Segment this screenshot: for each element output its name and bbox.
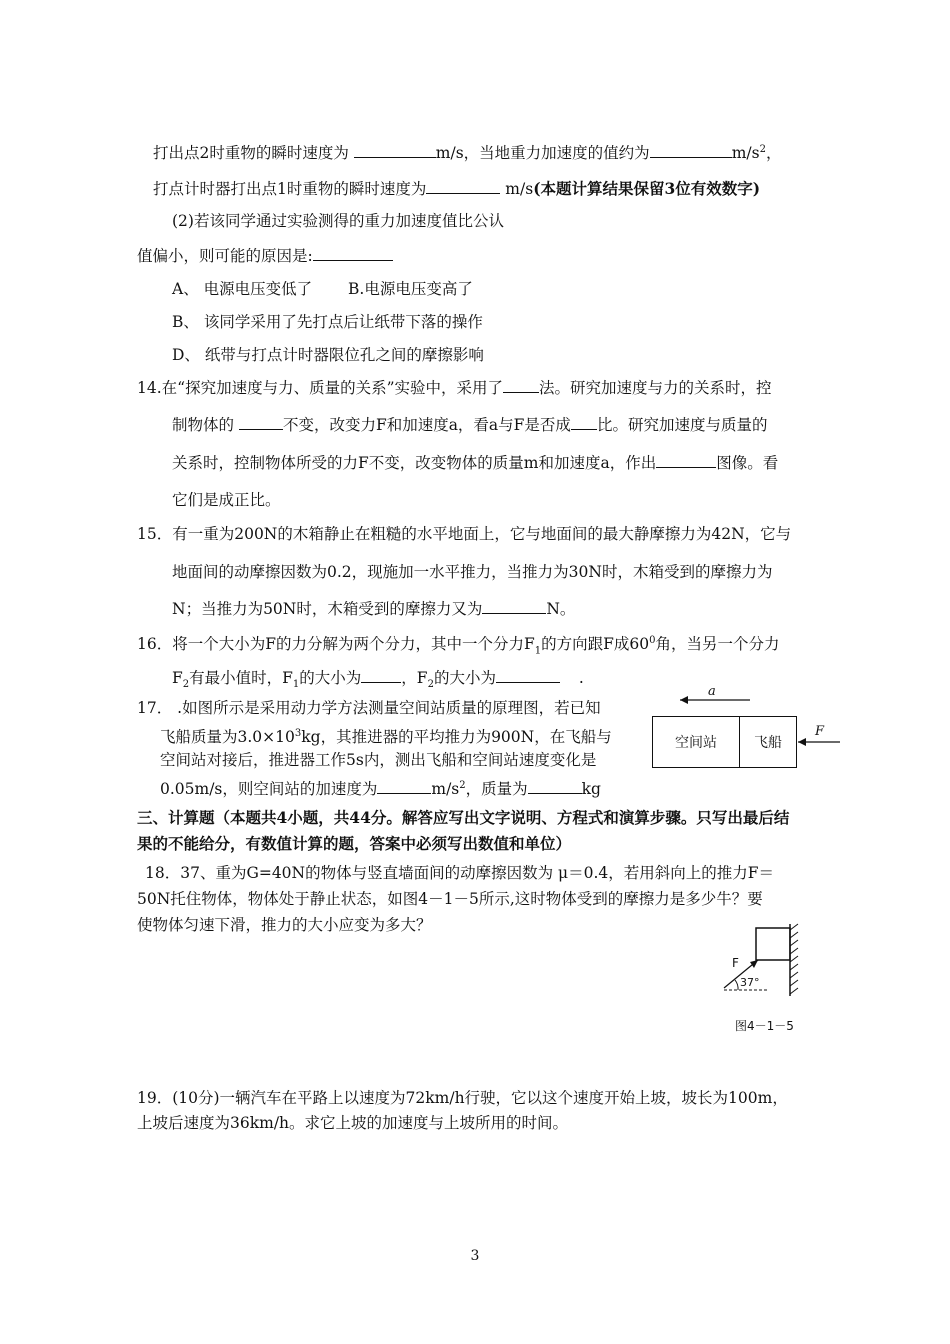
q13-option-a: A、 电源电压变低了 — [172, 280, 313, 298]
q18-line1: 18．37、重为G=40N的物体与竖直墙面间的动摩擦因数为 μ＝0.4，若用斜向上的推力F＝ — [145, 864, 775, 882]
q17-line1: 17． .如图所示是采用动力学方法测量空间站质量的原理图，若已知 — [137, 699, 601, 717]
force-label: F — [732, 956, 739, 970]
q14-line4: 它们是成正比。 — [172, 491, 281, 509]
q13-option-b: B.电源电压变高了 — [348, 280, 473, 298]
blank[interactable] — [426, 178, 500, 194]
q17-line3: 空间站对接后，推进器工作5s内，测出飞船和空间站速度变化是 — [160, 751, 597, 769]
blank[interactable] — [361, 667, 401, 683]
angle-label: 37° — [740, 976, 760, 989]
blank[interactable] — [313, 245, 393, 261]
blank[interactable] — [377, 778, 431, 794]
q15-line3: N；当推力为50N时，木箱受到的摩擦力又为 N。 — [172, 600, 576, 618]
section-3-heading: 三、计算题（本题共4小题，共44分。解答应写出文字说明、方程式和演算步骤。只写出最后结 — [137, 808, 790, 827]
force-label: F — [815, 724, 825, 739]
q17-line4: 0.05m/s，则空间站的加速度为 $m/s^2$，质量为 kg — [160, 780, 601, 799]
blank[interactable] — [528, 778, 582, 794]
station-box: 空间站 — [652, 716, 740, 768]
q16-line1: 16．将一个大小为F的力分解为两个分力，其中一个分力$F_1$的方向跟F成$60^0$角，当另一个分力 — [137, 635, 780, 657]
blank[interactable] — [482, 598, 546, 614]
q14-line3: 关系时，控制物体所受的力F不变，改变物体的质量m和加速度a，作出 图像。看 — [172, 454, 779, 472]
space-station-diagram — [650, 684, 850, 770]
q15-line2: 地面间的动摩擦因数为0.2，现施加一水平推力，当推力为30N时，木箱受到的摩擦力为 — [172, 563, 773, 581]
acceleration-label: a — [708, 684, 716, 699]
blank[interactable] — [496, 667, 560, 683]
q14-line2: 制物体的 不变，改变力F和加速度a，看a与F是否成 比。研究加速度与质量的 — [172, 416, 768, 434]
q19-line1: 19．(10分)一辆汽车在平路上以速度为72km/h行驶，它以这个速度开始上坡，坡长为100m， — [137, 1089, 788, 1107]
blank[interactable] — [239, 414, 283, 430]
wall-block-diagram — [720, 922, 820, 1000]
section-3-heading-cont: 果的不能给分，有数值计算的题，答案中必须写出数值和单位） — [137, 834, 572, 853]
blank[interactable] — [503, 377, 539, 393]
q18-line3: 使物体匀速下滑，推力的大小应变为多大？ — [137, 916, 432, 934]
q13-part2: (2)若该同学通过实验测得的重力加速度值比公认 — [172, 212, 504, 230]
page-number: 3 — [470, 1248, 480, 1264]
q13-line1: 打出点2时重物的瞬时速度为 m/s，当地重力加速度的值约为 $m/s^2$， — [153, 144, 782, 163]
figure-caption: 图4－1－5 — [735, 1019, 794, 1033]
q19-line2: 上坡后速度为36km/h。求它上坡的加速度与上坡所用的时间。 — [137, 1114, 569, 1132]
blank[interactable] — [650, 142, 732, 158]
q13-option-d: D、 纸带与打点计时器限位孔之间的摩擦影响 — [172, 346, 484, 364]
ship-box: 飞船 — [739, 716, 797, 768]
q13-option-c: B、 该同学采用了先打点后让纸带下落的操作 — [172, 313, 483, 331]
blank[interactable] — [571, 414, 597, 430]
q15-line1: 15．有一重为200N的木箱静止在粗糙的水平地面上，它与地面间的最大静摩擦力为42N，它与 — [137, 525, 792, 543]
q16-line2: $F_2$有最小值时，$F_1$的大小为 ，$F_2$的大小为 . — [172, 669, 584, 691]
q13-line2: 打点计时器打出点1时重物的瞬时速度为 m/s(本题计算结果保留3位有效数字) — [153, 179, 761, 198]
q18-line2: 50N托住物体，物体处于静止状态，如图4－1－5所示,这时物体受到的摩擦力是多少牛？要 — [137, 890, 763, 908]
blank[interactable] — [354, 142, 436, 158]
q17-line2: 飞船质量为$3.0\times 10^3kg$，其推进器的平均推力为900N，在飞船与 — [160, 728, 612, 747]
q14-line1: 14.在“探究加速度与力、质量的关系”实验中，采用了 法。研究加速度与力的关系时，控 — [137, 379, 772, 397]
q13-part2-cont: 值偏小，则可能的原因是: — [137, 245, 393, 266]
blank[interactable] — [656, 452, 716, 468]
